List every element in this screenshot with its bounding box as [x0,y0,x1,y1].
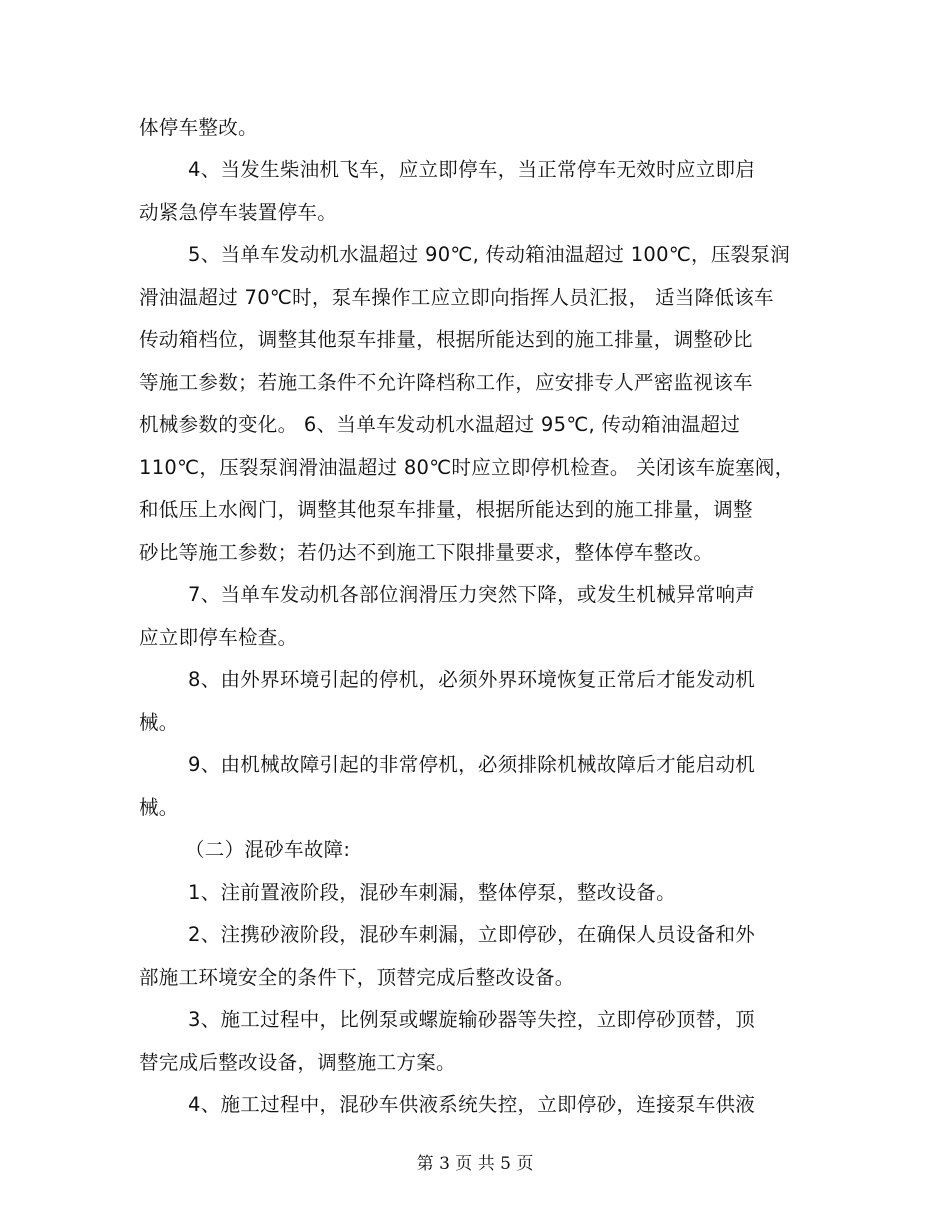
paragraph-line: 传动箱档位，调整其他泵车排量，根据所能达到的施工排量，调整砂比 [139,328,753,351]
section-heading: （二）混砂车故障: [185,838,351,861]
paragraph-line: 3、施工过程中，比例泵或螺旋输砂器等失控，立即停砂顶替，顶 [188,1008,756,1031]
paragraph-line: 等施工参数；若施工条件不允许降档称工作，应安排专人严密监视该车 [139,371,753,394]
paragraph-line: 机械参数的变化。 6、当单车发动机水温超过 95℃, 传动箱油温超过 [139,413,741,436]
paragraph-line: 4、当发生柴油机飞车，应立即停车，当正常停车无效时应立即启 [188,158,756,181]
paragraph-line: 替完成后整改设备，调整施工方案。 [139,1051,456,1074]
paragraph-line: 械。 [139,711,179,734]
paragraph-line: 5、当单车发动机水温超过 90℃, 传动箱油温超过 100℃，压裂泵润 [188,243,791,266]
page-number-footer: 第 3 页 共 5 页 [416,1154,534,1174]
paragraph-line: 部施工环境安全的条件下，顶替完成后整改设备。 [139,966,575,989]
paragraph-line: 和低压上水阀门，调整其他泵车排量，根据所能达到的施工排量，调整 [139,498,753,521]
paragraph-line: 滑油温超过 70℃时，泵车操作工应立即向指挥人员汇报， 适当降低该车 [139,286,774,309]
paragraph-line: 8、由外界环境引起的停机，必须外界环境恢复正常后才能发动机 [188,668,756,691]
paragraph-line: 110℃，压裂泵润滑油温超过 80℃时应立即停机检查。 关闭该车旋塞阀， [139,456,795,479]
paragraph-line: 9、由机械故障引起的非常停机，必须排除机械故障后才能启动机 [188,753,756,776]
paragraph-line: 1、注前置液阶段，混砂车刺漏，整体停泵，整改设备。 [188,881,676,904]
paragraph-line: 体停车整改。 [139,116,258,139]
paragraph-line: 2、注携砂液阶段，混砂车刺漏，立即停砂，在确保人员设备和外 [188,923,756,946]
paragraph-line: 动紧急停车装置停车。 [139,201,338,224]
paragraph-line: 械。 [139,796,179,819]
paragraph-line: 应立即停车检查。 [139,626,298,649]
paragraph-line: 砂比等施工参数；若仍达不到施工下限排量要求，整体停车整改。 [139,541,714,564]
paragraph-line: 4、施工过程中，混砂车供液系统失控，立即停砂，连接泵车供液 [188,1093,756,1116]
paragraph-line: 7、当单车发动机各部位润滑压力突然下降，或发生机械异常响声 [188,583,756,606]
